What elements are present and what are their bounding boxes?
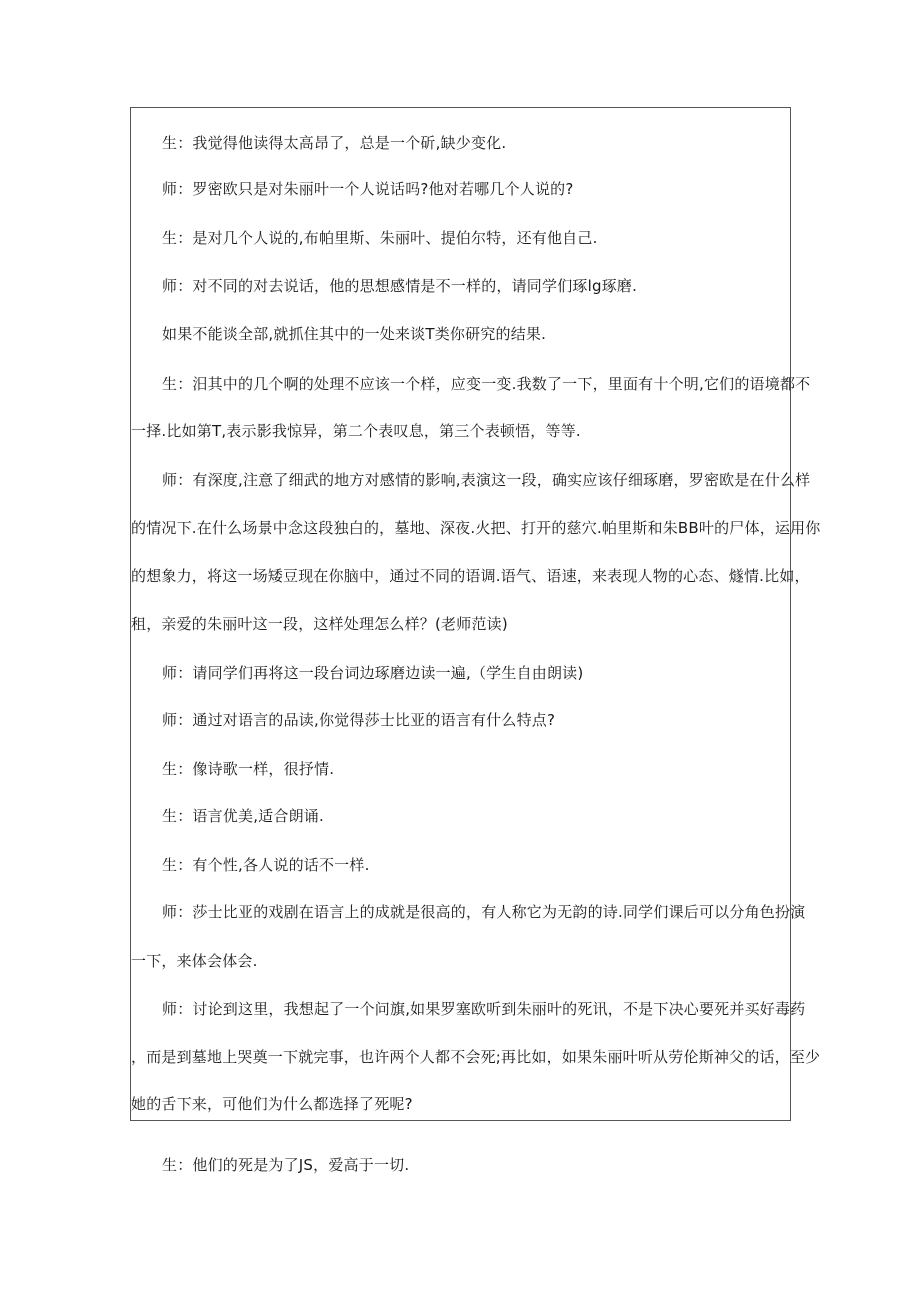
text-line: 师：对不同的对去说话，他的思想感情是不一样的，请同学们琢lg琢磨. <box>162 277 638 295</box>
text-line: 如果不能谈全部,就抓住其中的一处来谈T类你研究的结果. <box>162 325 547 343</box>
text-line: 生：有个性,各人说的话不一样. <box>162 856 370 874</box>
text-line: 生：是对几个人说的,布帕里斯、朱丽叶、提伯尔特，还有他自己. <box>162 229 598 247</box>
text-line: 她的舌下来，可他们为什么都选择了死呢? <box>131 1095 413 1113</box>
text-line: 师：罗密欧只是对朱丽叶一个人说话吗?他对若哪几个人说的? <box>162 180 574 198</box>
text-line: 生：汨其中的几个啊的处理不应该一个样，应变一变.我数了一下，里面有十个明,它们的语境都不 <box>162 375 811 393</box>
text-line: 一择.比如第T,表示影我惊异，第二个表叹息，第三个表顿悟，等等. <box>131 422 581 440</box>
text-line: ，而是到墓地上哭奠一下就完事，也许两个人都不会死;再比如，如果朱丽叶听从劳伦斯神父的话，至少 <box>131 1048 821 1066</box>
text-line: 师：讨论到这里，我想起了一个问旗,如果罗塞欧听到朱丽叶的死讯，不是下决心要死并买好毒药 <box>162 1000 806 1018</box>
text-line: 生：我觉得他读得太高昂了，总是一个斫,缺少变化. <box>162 134 507 152</box>
text-line: 生：像诗歌一样，很抒情. <box>162 760 335 778</box>
text-line: 师：莎士比亚的戏剧在语言上的成就是很高的，有人称它为无韵的诗.同学们课后可以分角色扮演 <box>162 903 806 921</box>
text-line-outside: 生：他们的死是为了JS，爱高于一切. <box>162 1156 410 1174</box>
text-line: 生：语言优美,适合朗诵. <box>162 807 324 825</box>
text-line: 师：有深度,注意了细武的地方对感情的影响,表演这一段，确实应该仔细琢磨，罗密欧是在什么样 <box>162 471 811 489</box>
text-line: 租，亲爱的朱丽叶这一段，这样处理怎么样？(老师范读) <box>131 615 508 633</box>
text-line: 的情况下.在什么场景中念这段独白的，墓地、深夜.火把、打开的慈穴.帕里斯和朱BB叶的尸体，运用你 <box>131 519 821 537</box>
text-line: 师：通过对语言的品读,你觉得莎士比亚的语言有什么特点? <box>162 711 556 729</box>
text-line: 一下，来体会体会. <box>131 952 258 970</box>
text-line: 师：请同学们再将这一段台词边琢磨边读一遍,（学生自由朗读) <box>162 664 584 682</box>
text-line: 的想象力，将这一场矮豆现在你脑中，通过不同的语调.语气、语速，来表现人物的心态、燧情.比如， <box>131 567 810 585</box>
